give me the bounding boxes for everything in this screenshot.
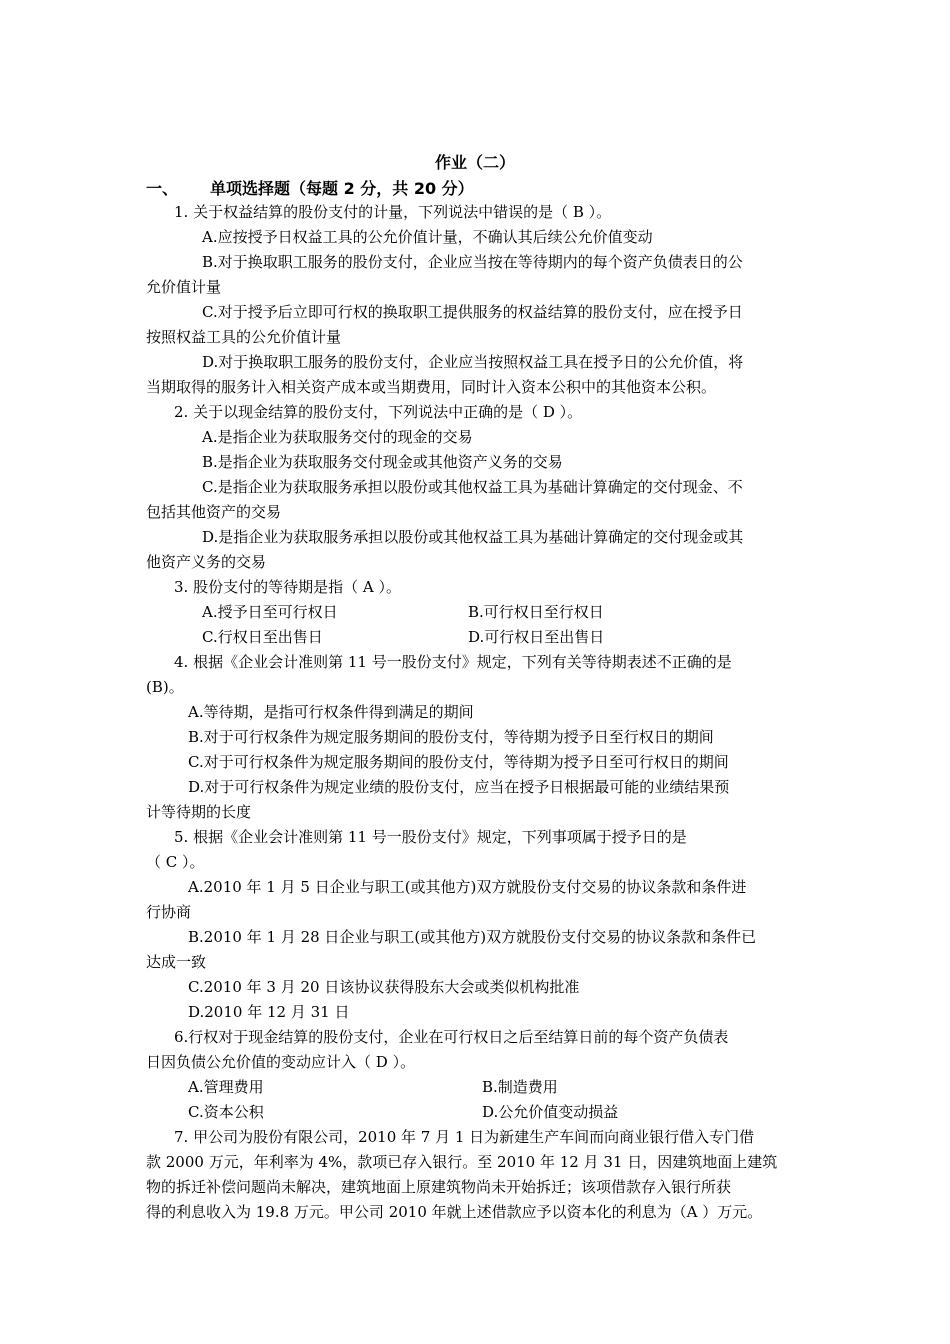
question-2-option-a: A.是指企业为获取服务交付的现金的交易 — [202, 428, 473, 446]
question-6-option-d: D.公允价值变动损益 — [482, 1103, 619, 1121]
question-2-stem: 2. 关于以现金结算的股份支付，下列说法中正确的是（ D ）。 — [174, 403, 583, 421]
question-3-options-row2 — [146, 625, 806, 650]
question-6-options-row1 — [146, 1075, 806, 1100]
question-1-stem: 1. 关于权益结算的股份支付的计量，下列说法中错误的是（ B ）。 — [174, 203, 612, 221]
question-2-option-c-line1: C.是指企业为获取服务承担以股份或其他权益工具为基础计算确定的交付现金、不 — [202, 478, 743, 496]
question-5-option-b-line2: 达成一致 — [146, 953, 207, 971]
section-title: 单项选择题（每题 2 分，共 20 分） — [210, 179, 474, 198]
question-list — [146, 200, 806, 1225]
question-4-option-d-line2: 计等待期的长度 — [146, 803, 252, 821]
question-1-option-c-line1: C.对于授予后立即可行权的换取职工提供服务的权益结算的股份支付，应在授予日 — [202, 303, 743, 321]
question-2-option-b: B.是指企业为获取服务交付现金或其他资产义务的交易 — [202, 453, 563, 471]
question-5-stem-line1: 5. 根据《企业会计准则第 11 号一股份支付》规定，下列事项属于授予日的是 — [174, 828, 687, 846]
section-heading — [146, 176, 474, 199]
question-2-option-d-line1: D.是指企业为获取服务承担以股份或其他权益工具为基础计算确定的交付现金或其 — [202, 528, 744, 546]
question-5-option-c: C.2010 年 3 月 20 日该协议获得股东大会或类似机构批准 — [188, 978, 580, 996]
question-6-option-b: B.制造费用 — [482, 1078, 558, 1096]
question-6-stem-line2: 日因负债公允价值的变动应计入（ D ）。 — [146, 1053, 416, 1071]
question-7-line1: 7. 甲公司为股份有限公司，2010 年 7 月 1 日为新建生产车间而向商业银行借入专门借 — [174, 1128, 755, 1146]
question-4-stem-line2: (B)。 — [146, 678, 184, 696]
question-5-option-b-line1: B.2010 年 1 月 28 日企业与职工(或其他方)双方就股份支付交易的协议条款和条件已 — [188, 928, 757, 946]
question-3-options-row1 — [146, 600, 806, 625]
question-5-option-a-line1: A.2010 年 1 月 5 日企业与职工(或其他方)双方就股份支付交易的协议条款和条件进 — [188, 878, 747, 896]
question-5-stem-line2: （ C ）。 — [146, 853, 205, 871]
question-4-option-a: A.等待期，是指可行权条件得到满足的期间 — [188, 703, 474, 721]
page-title: 作业（二） — [434, 153, 515, 172]
question-1-option-b-line1: B.对于换取职工服务的股份支付，企业应当按在等待期内的每个资产负债表日的公 — [202, 253, 743, 271]
question-3-option-a: A.授予日至可行权日 — [202, 603, 338, 621]
question-6-options-row2 — [146, 1100, 806, 1125]
question-4-option-d-line1: D.对于可行权条件为规定业绩的股份支付，应当在授予日根据最可能的业绩结果预 — [188, 778, 730, 796]
question-1-option-d-line1: D.对于换取职工服务的股份支付，企业应当按照权益工具在授予日的公允价值，将 — [202, 353, 744, 371]
question-7-line4: 得的利息收入为 19.8 万元。甲公司 2010 年就上述借款应予以资本化的利息为（A ）万元。 — [146, 1203, 763, 1221]
question-4-stem-line1: 4. 根据《企业会计准则第 11 号一股份支付》规定，下列有关等待期表述不正确的是 — [174, 653, 732, 671]
question-1-option-a: A.应按授予日权益工具的公允价值计量，不确认其后续公允价值变动 — [202, 228, 653, 246]
question-5-option-d: D.2010 年 12 月 31 日 — [188, 1003, 350, 1021]
section-number: 一、 — [146, 179, 179, 198]
question-3-stem: 3. 股份支付的等待期是指（ A ）。 — [174, 578, 401, 596]
question-7-line3: 物的拆迁补偿问题尚未解决，建筑地面上原建筑物尚未开始拆迁；该项借款存入银行所获 — [146, 1178, 732, 1196]
question-3-option-d: D.可行权日至出售日 — [468, 628, 605, 646]
question-6-stem-line1: 6.行权对于现金结算的股份支付，企业在可行权日之后至结算日前的每个资产负债表 — [174, 1028, 729, 1046]
question-3-option-b: B.可行权日至行权日 — [468, 603, 604, 621]
question-3-option-c: C.行权日至出售日 — [202, 628, 323, 646]
question-6-option-c: C.资本公积 — [188, 1103, 264, 1121]
question-7-line2: 款 2000 万元，年利率为 4%，款项已存入银行。至 2010 年 12 月 31 日，因建筑地面上建筑 — [146, 1153, 778, 1171]
question-1-option-b-line2: 允价值计量 — [146, 278, 222, 296]
question-4-option-b: B.对于可行权条件为规定服务期间的股份支付，等待期为授予日至行权日的期间 — [188, 728, 714, 746]
question-2-option-c-line2: 包括其他资产的交易 — [146, 503, 282, 521]
question-5-option-a-line2: 行协商 — [146, 903, 192, 921]
question-1-option-c-line2: 按照权益工具的公允价值计量 — [146, 328, 342, 346]
question-4-option-c: C.对于可行权条件为规定服务期间的股份支付，等待期为授予日至可行权日的期间 — [188, 753, 729, 771]
question-1-option-d-line2: 当期取得的服务计入相关资产成本或当期费用，同时计入资本公积中的其他资本公积。 — [146, 378, 717, 396]
question-6-option-a: A.管理费用 — [188, 1078, 264, 1096]
question-2-option-d-line2: 他资产义务的交易 — [146, 553, 267, 571]
